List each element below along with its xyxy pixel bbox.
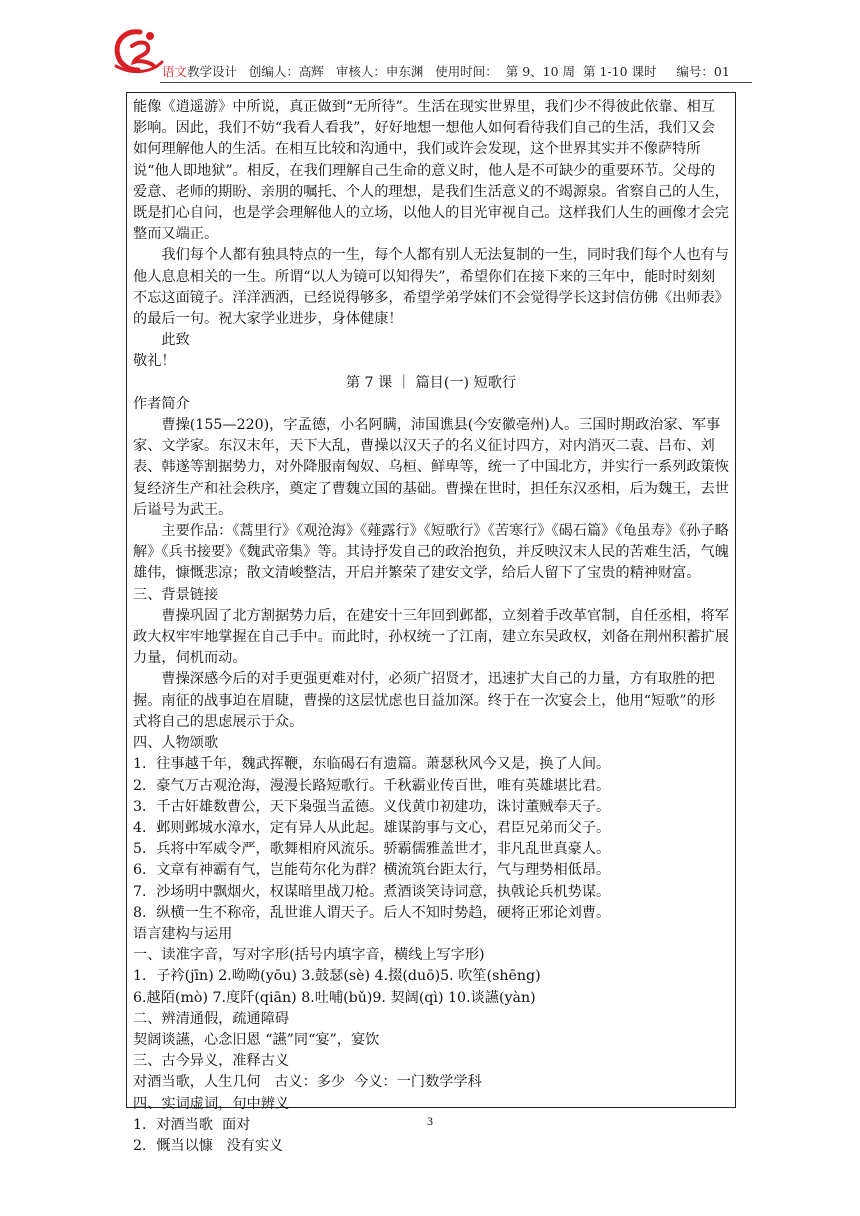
section-heading: 四、实词虚词，句中辨义 [133,1095,290,1112]
paragraph: 对酒当歌，人生几何 古义：多少 今义：一门数学学科 [133,1074,482,1091]
header-rule [160,82,752,83]
list-item: 5．兵将中军威令严，歌舞相府风流乐。骄霸儒雅盖世才，非凡乱世真豪人。 [133,841,611,858]
section-heading: 三、古今异义，准释古义 [133,1053,290,1070]
paragraph: 我们每个人都有独具特点的一生，每个人都有别人无法复制的一生，同时我们每个人也有与他人息息相关的一生。所谓“以人为镜可以知得失”，希望你们在接下来的三年中，能时时刻刻不忘这面镜子。洋洋洒洒，已经说得够多，希望学弟学妹们不会觉得学长这封信仿佛《出师表》的最后一句。祝大家学业进步，身体健康！ [133,247,729,328]
paragraph: 主要作品：《蒿里行》《观沧海》《薤露行》《短歌行》《苦寒行》《碣石篇》《龟虽寿》《孙子略解》《兵书接要》《魏武帝集》等。其诗抒发自己的政治抱负，并反映汉末人民的苦难生活，气魄雄伟，慷慨悲凉；散文清峻整洁，开启并繁荣了建安文学，给后人留下了宝贵的精神财富。 [133,523,729,582]
section-heading: 一、读准字音，写对字形(括号内填字音，横线上写字形) [133,947,485,964]
page-header [110,24,750,80]
lesson-title: 第 7 课 ｜ 篇目(一) 短歌行 [345,374,517,391]
list-item: 6．文章有神霸有气，岂能苟尔化为群？横流筑台距太行，气与理势相低昂。 [133,862,611,879]
list-item: 4．邺则邺城水漳水，定有异人从此起。雄谋韵事与文心，君臣兄弟而父子。 [133,819,611,836]
list-item: 1．往事越千年，魏武挥鞭，东临碣石有遗篇。萧瑟秋风今又是，换了人间。 [133,756,611,773]
list-item: 2．豪气万古观沧海，漫漫长路短歌行。千秋霸业传百世，唯有英雄堪比君。 [133,777,611,794]
paragraph: 能像《逍遥游》中所说，真正做到“无所待”。生活在现实世界里，我们少不得彼此依靠、相互影响。因此，我们不妨“我看人看我”，好好地想一想他人如何看待我们自己的生活，我们又会如何理解他人的生活。在相互比较和沟通中，我们或许会发现，这个世界其实并不像萨特所说“他人即地狱”。相反，在我们理解自己生命的意义时，他人是不可缺少的重要环节。父母的爱意、老师的期盼、亲朋的嘱托、个人的理想，是我们生活意义的不竭源泉。省察自己的人生，既是扪心自问，也是学会理解他人的立场，以他人的目光审视自己。这样我们人生的画像才会完整而又端正。 [133,99,729,243]
header-meta: 教学设计 创编人：高辉 审核人：申东渊 使用时间： 第 9、10 周 第 1-10 课时 编号：01 [187,64,730,79]
paragraph: 曹操(155—220)，字孟德，小名阿瞒，沛国谯县(今安徽亳州)人。三国时期政治家、军事家、文学家。东汉末年，天下大乱，曹操以汉天子的名义征讨四方，对内消灭二袁、吕布、刘表、韩遂等割据势力，对外降服南匈奴、乌桓、鲜卑等，统一了中国北方，并实行一系列政策恢复经济生产和社会秩序，奠定了曹魏立国的基础。曹操在世时，担任东汉丞相，后为魏王，去世后谥号为武王。 [133,417,729,518]
section-heading: 三、背景链接 [133,586,219,603]
list-item: 2．慨当以慷 没有实义 [133,1137,284,1154]
paragraph: 契阔谈讌，心念旧恩 “讌”同“宴”，宴饮 [133,1031,380,1048]
list-item: 8．纵横一生不称帝，乱世谁人谓天子。后人不知时势趋，硬将正邪论刘曹。 [133,904,611,921]
pronunciation-line: 1．子衿(jīn) 2.呦呦(yōu) 3.鼓瑟(sè) 4.掇(duō)5. 吹笙(shēng) [133,968,541,985]
header-subject: 语文 [162,64,188,79]
document-body [133,97,729,1157]
closing-salutation: 此致 [161,332,190,349]
list-item: 1．对酒当歌 面对 [133,1116,251,1133]
school-logo-icon [110,26,166,76]
section-heading: 作者简介 [133,395,190,412]
paragraph: 曹操巩固了北方割据势力后，在建安十三年回到邺都，立刻着手改革官制，自任丞相，将军政大权牢牢地掌握在自己手中。而此时，孙权统一了江南，建立东吴政权，刘备在荆州积蓄扩展力量，伺机而动。 [133,607,729,667]
page-number: 3 [427,1114,433,1128]
section-heading: 语言建构与运用 [133,925,233,942]
paragraph: 曹操深感今后的对手更强更难对付，必须广招贤才，迅速扩大自己的力量，方有取胜的把握。南征的战事迫在眉睫，曹操的这层忧虑也日益加深。终于在一次宴会上，他用“短歌”的形式将自己的思虑展示于众。 [133,671,716,730]
list-item: 7．沙场明中飘烟火，权谋暗里战刀枪。煮酒谈笑诗词意，执戟论兵机势谋。 [133,883,611,900]
section-heading: 四、人物颂歌 [133,735,219,752]
section-heading: 二、辨清通假，疏通障碍 [133,1010,290,1027]
header-info [162,62,730,80]
list-item: 3．千古奸雄数曹公，天下枭强当孟德。义伐黄巾初建功，诛讨董贼奉天子。 [133,798,611,815]
closing-respect: 敬礼！ [133,353,176,370]
pronunciation-line: 6.越陌(mò) 7.度阡(qiān) 8.吐哺(bǔ)9. 契阔(qì) 10.谈讌(yàn) [133,989,536,1006]
content-frame [126,92,736,1154]
